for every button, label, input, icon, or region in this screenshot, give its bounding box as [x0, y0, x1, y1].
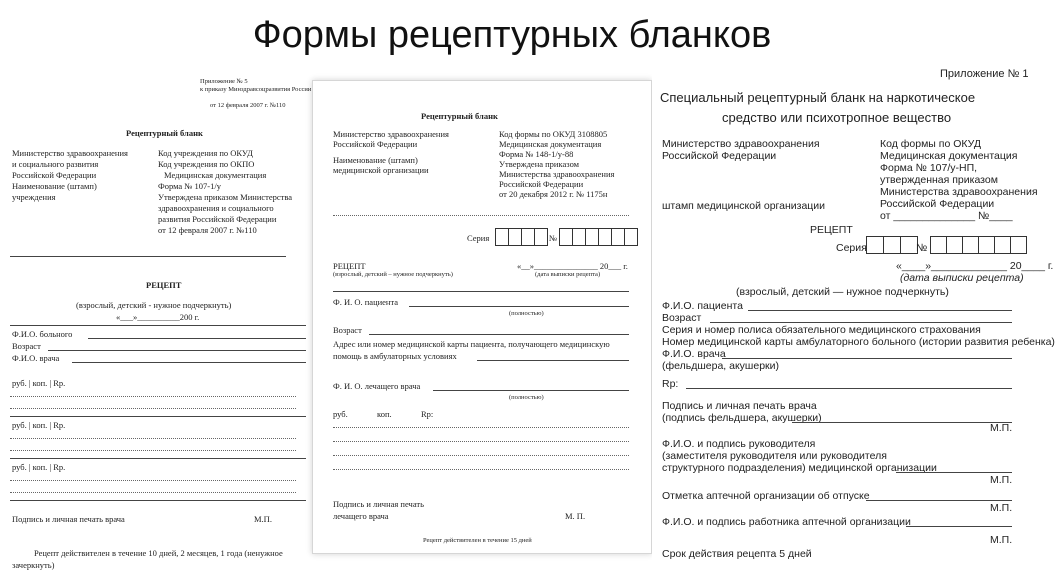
form1-line: [10, 458, 306, 459]
form3-head-2: (заместителя руководителя или руководителя: [662, 450, 887, 462]
form1-heading: Рецептурный бланк: [126, 128, 203, 138]
form2-age-label: Возраст: [333, 325, 362, 335]
form3-stamp-label: штамп медицинской организации: [662, 200, 826, 212]
form1-patient-type: (взрослый, детский - нужное подчеркнуть): [76, 300, 232, 310]
form3-pharmacy-mark: Отметка аптечной организации об отпуске: [662, 490, 870, 502]
form3-stamp-mp-3: М.П.: [990, 502, 1013, 514]
form3-number-boxes: [930, 236, 1027, 254]
form1-patient-line: [88, 338, 306, 339]
form1-line: [10, 500, 306, 501]
form2-date: «__»_______________ 20___ г.: [517, 261, 628, 271]
form1-rp-1: руб. | коп. | Rp.: [12, 378, 66, 388]
form3-date-note: (дата выписки рецепта): [900, 272, 1024, 284]
form1-age-label: Возраст: [12, 341, 41, 351]
form2-series-boxes: [495, 228, 548, 246]
form1-annex: Приложение № 5: [200, 78, 248, 85]
form1-approved-2: здравоохранения и социального: [158, 203, 274, 213]
form1-ministry-1: Министерство здравоохранения: [12, 148, 128, 158]
form3-med-doc: Медицинская документация: [880, 150, 1018, 162]
form3-series-label: Серия: [836, 242, 867, 254]
form2-patient-type: (взрослый, детский – нужное подчеркнуть): [333, 271, 453, 278]
form1-approved-date: от 12 февраля 2007 г. №110: [158, 225, 257, 235]
form1-med-doc: Медицинская документация: [164, 170, 267, 180]
form1-validity-2: зачеркнуть): [12, 560, 55, 570]
form2-dots: [333, 469, 629, 470]
form3-field-card: Номер медицинской карты амбулаторного больного (истории развития ребенка): [662, 336, 1055, 348]
form3-ministry-2: Российской Федерации: [662, 150, 777, 162]
form3-field-patient: Ф.И.О. пациента: [662, 300, 743, 312]
form3-field-line: [710, 322, 1012, 323]
form3-field-age: Возраст: [662, 312, 702, 324]
form2-dots: [333, 455, 629, 456]
form3-heading-1: Специальный рецептурный бланк на наркотическое: [660, 90, 976, 105]
form1-stamp-label-2: учреждения: [12, 192, 56, 202]
form1-doctor-line: [72, 362, 306, 363]
form3-signature-line: [792, 422, 1012, 423]
form1-ministry-2: и социального развития: [12, 159, 99, 169]
form3-field-rp: Rp:: [662, 378, 679, 390]
form1-dots: [10, 480, 296, 481]
form1-stamp-mp: М.П.: [254, 514, 272, 524]
form3-series-boxes: [866, 236, 918, 254]
form2-patient-label: Ф. И. О. пациента: [333, 297, 399, 307]
form1-dots: [10, 450, 296, 451]
form1-patient-label: Ф.И.О. больного: [12, 329, 73, 339]
form3-annex: Приложение № 1: [940, 68, 1029, 80]
prescription-form-107-np: [652, 66, 1055, 574]
slide-title: Формы рецептурных бланков: [252, 14, 772, 56]
form1-okud: Код учреждения по ОКУД: [158, 148, 253, 158]
form2-doctor-line: [433, 390, 629, 391]
form3-okud: Код формы по ОКУД: [880, 138, 981, 150]
form1-line: [10, 416, 306, 417]
form2-card-1: Адрес или номер медицинской карты пациента, получающего медицинскую: [333, 339, 610, 349]
form1-dots: [10, 438, 296, 439]
form1-ministry-3: Российской Федерации: [12, 170, 97, 180]
form1-form-number: Форма № 107-1/у: [158, 181, 221, 191]
form3-signature-2: (подпись фельдшера, акушерки): [662, 412, 822, 424]
form2-dots: [333, 427, 629, 428]
form3-heading-2: средство или психотропное вещество: [722, 110, 952, 125]
form1-signature: Подпись и личная печать врача: [12, 514, 125, 524]
form1-validity: Рецепт действителен в течение 10 дней, 2 месяцев, 1 года (ненужное: [34, 548, 283, 558]
form2-date-note: (дата выписки рецепта): [535, 271, 601, 278]
form3-pharmacy-worker: Ф.И.О. и подпись работника аптечной организации: [662, 516, 911, 528]
form2-number-label: №: [549, 233, 558, 243]
form1-annex-date: от 12 февраля 2007 г. №110: [210, 102, 286, 109]
form2-stamp-label: Наименование (штамп): [333, 155, 418, 165]
form2-approved-1: Утверждена приказом: [499, 159, 580, 169]
form1-stamp-label: Наименование (штамп): [12, 181, 97, 191]
form2-series-label: Серия: [467, 233, 490, 243]
form1-dots: [10, 408, 296, 409]
form3-date: «____»_____________ 20____ г.: [896, 260, 1054, 272]
form1-rp-2: руб. | коп. | Rp.: [12, 420, 66, 430]
form2-line: [333, 291, 629, 292]
form3-field-policy: Серия и номер полиса обязательного медицинского страхования: [662, 324, 981, 336]
form3-field-line: [722, 358, 1012, 359]
form3-field-line: [748, 310, 1012, 311]
form2-full-name-note: (полностью): [509, 310, 544, 317]
form1-dots: [10, 396, 296, 397]
form2-rp: Rp:: [421, 409, 434, 419]
form2-full-name-note-2: (полностью): [509, 394, 544, 401]
form3-field-doctor-note: (фельдшера, акушерки): [662, 360, 779, 372]
form3-approved-2: Министерства здравоохранения: [880, 186, 1038, 198]
form2-approved-3: Российской Федерации: [499, 179, 584, 189]
form1-date: «___»__________200 г.: [116, 312, 200, 322]
form2-kop: коп.: [377, 409, 392, 419]
form2-okud: Код формы по ОКУД 3108805: [499, 129, 608, 139]
form1-okpo: Код учреждения по ОКПО: [158, 159, 255, 169]
form3-field-doctor: Ф.И.О. врача: [662, 348, 726, 360]
form1-annex-sub: к приказу Минздравсоцразвития России: [200, 86, 312, 93]
form1-recipe-title: РЕЦЕПТ: [146, 280, 182, 290]
form3-worker-line: [906, 526, 1012, 527]
form3-approved-3: Российской Федерации: [880, 198, 995, 210]
form3-head-line: [896, 472, 1012, 473]
form1-dots: [10, 492, 296, 493]
form2-ministry-2: Российской Федерации: [333, 139, 418, 149]
form2-signature-1: Подпись и личная печать: [333, 499, 424, 509]
form3-signature-1: Подпись и личная печать врача: [662, 400, 817, 412]
form3-validity: Срок действия рецепта 5 дней: [662, 548, 812, 560]
form3-stamp-mp-4: М.П.: [990, 534, 1013, 546]
form2-ministry-1: Министерство здравоохранения: [333, 129, 449, 139]
form3-ministry-1: Министерство здравоохранения: [662, 138, 820, 150]
form2-signature-2: лечащего врача: [333, 511, 389, 521]
form3-approved-1: утвержденная приказом: [880, 174, 998, 186]
prescription-form-148: [312, 80, 652, 554]
form3-head-3: структурного подразделения) медицинской организации: [662, 462, 937, 474]
form2-med-doc: Медицинская документация: [499, 139, 602, 149]
form3-patient-type: (взрослый, детский — нужное подчеркнуть): [736, 286, 949, 298]
form2-number-boxes: [559, 228, 638, 246]
prescription-form-107: [0, 72, 312, 574]
form1-approved-3: развития Российской Федерации: [158, 214, 277, 224]
form2-doctor-label: Ф. И. О. лечащего врача: [333, 381, 421, 391]
form1-doctor-label: Ф.И.О. врача: [12, 353, 60, 363]
form3-stamp-mp: М.П.: [990, 422, 1013, 434]
form2-card-line: [477, 360, 629, 361]
form1-line: [10, 325, 306, 326]
form3-pharmacy-line: [866, 500, 1012, 501]
form1-rp-3: руб. | коп. | Rp.: [12, 462, 66, 472]
form2-validity: Рецепт действителен в течение 15 дней: [423, 537, 532, 544]
form1-separator: [10, 256, 286, 257]
form1-approved-1: Утверждена приказом Министерства: [158, 192, 293, 202]
form2-recipe-title: РЕЦЕПТ: [333, 261, 366, 271]
form2-form-number: Форма № 148-1/у-88: [499, 149, 574, 159]
form2-heading: Рецептурный бланк: [421, 111, 498, 121]
form1-age-line: [48, 350, 306, 351]
form3-stamp-mp-2: М.П.: [990, 474, 1013, 486]
form3-rp-line: [686, 388, 1012, 389]
form2-patient-line: [409, 306, 629, 307]
form2-dots: [333, 441, 629, 442]
form3-approved-date: от ______________ №____: [880, 210, 1013, 222]
form2-dots: [333, 215, 629, 216]
form3-head-1: Ф.И.О. и подпись руководителя: [662, 438, 816, 450]
form3-form-number: Форма № 107/у-НП,: [880, 162, 978, 174]
form2-rub: руб.: [333, 409, 348, 419]
form2-stamp-mp: М. П.: [565, 511, 586, 521]
form2-approved-2: Министерства здравоохранения: [499, 169, 615, 179]
form2-approved-date: от 20 декабря 2012 г. № 1175н: [499, 189, 608, 199]
form3-number-label: №: [916, 242, 928, 254]
form2-age-line: [369, 334, 629, 335]
form2-card-2: помощь в амбулаторных условиях: [333, 351, 457, 361]
form2-stamp-label-2: медицинской организации: [333, 165, 429, 175]
form3-recipe-title: РЕЦЕПТ: [810, 224, 853, 236]
